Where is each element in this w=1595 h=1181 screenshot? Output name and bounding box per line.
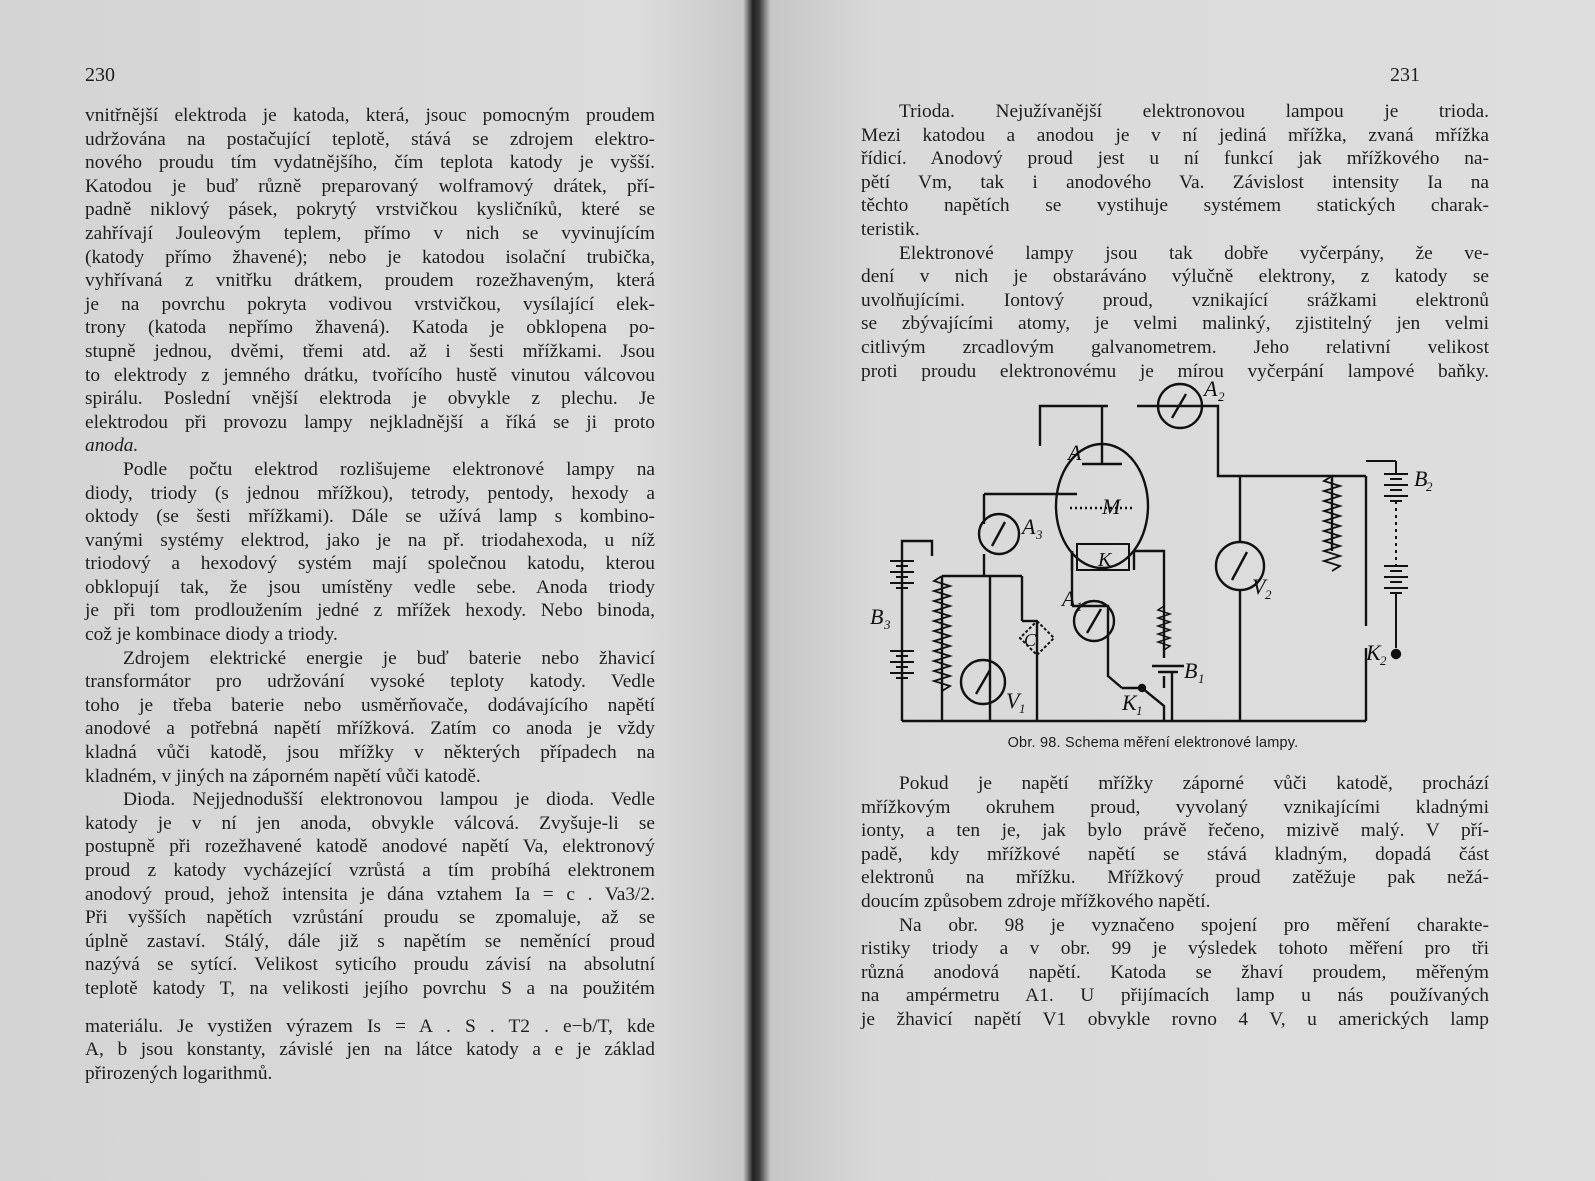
text-line: anodový proud, jehož intensita je dána vztahem Ia = c . Va3/2. bbox=[85, 883, 655, 905]
text-line: je žhavicí napětí V1 obvykle rovno 4 V, u amerických lamp bbox=[861, 1008, 1489, 1030]
label-V2-sub: 2 bbox=[1265, 587, 1272, 602]
text-line: A, b jsou konstanty, závislé jen na látce katody a e je základ bbox=[85, 1039, 655, 1061]
text-line: citlivým zrcadlovým galvanometrem. Jeho relativní velikost bbox=[861, 336, 1489, 358]
label-C: C bbox=[1024, 630, 1037, 650]
text-line: postupně při rozežhavené katodě anodové napětí Va, elektronový bbox=[85, 836, 655, 858]
text-line: Trioda. Nejužívanější elektronovou lampou je trioda. bbox=[899, 101, 1489, 122]
text-line: dení v nich je obstaráváno výlučně elektrony, z katody se bbox=[861, 266, 1489, 288]
left-page-text bbox=[85, 104, 655, 1085]
label-K: K bbox=[1098, 549, 1112, 571]
figure-caption: Obr. 98. Schema měření elektronové lampy. bbox=[1007, 735, 1299, 751]
text-line: Pokud je napětí mřížky záporné vůči katodě, prochází bbox=[899, 773, 1489, 794]
text-line: transformátor pro udržování vysoké teploty katody. Vedle bbox=[85, 671, 655, 693]
text-line: elektrodou při provozu lampy nejkladnější a říká se ji proto bbox=[85, 411, 655, 433]
text-line: vanými systémy elektrod, jako je na př. triodahexoda, u níž bbox=[85, 529, 655, 551]
label-A2-sub: 2 bbox=[1218, 389, 1225, 404]
label-B1-sub: 1 bbox=[1198, 671, 1205, 686]
text-line: zahřívají Jouleovým teplem, přímo v nich se vyvinujícím bbox=[85, 222, 655, 244]
left-page bbox=[0, 0, 752, 1181]
text-line: padě, kdy mřížkové napětí se stává kladným, dopadá část bbox=[861, 843, 1489, 865]
text-line: přirozených logarithmů. bbox=[85, 1062, 273, 1084]
label-V2: V bbox=[1252, 574, 1266, 599]
text-line: doucím způsobem zdroje mřížkového napětí. bbox=[861, 890, 1211, 912]
label-A: A bbox=[1068, 440, 1082, 465]
text-line: je na povrchu pokryta vodivou vrstvičkou, vysílající elek- bbox=[85, 293, 655, 315]
text-line: Při vyšších napětích vzrůstání proudu se zpomaluje, až se bbox=[85, 907, 655, 929]
text-line: teplotě katody T, na velikosti jejího povrchu S a na použitém bbox=[85, 977, 655, 999]
right-page bbox=[758, 0, 1595, 1181]
text-line: toho je třeba baterie nebo usměrňovače, dodávajícího napětí bbox=[85, 694, 655, 716]
right-page-text-top bbox=[861, 100, 1489, 383]
text-line: řídicí. Anodový proud jest u ní funkcí jak mřížkového na- bbox=[861, 148, 1489, 170]
text-line: nazývá se sytící. Velikost syticího proudu závisí na absolutní bbox=[85, 954, 655, 976]
text-line: Katodou je buď různě preparovaný wolframový drátek, pří- bbox=[85, 175, 655, 197]
label-M: M bbox=[1102, 494, 1121, 519]
text-line: trony (katoda nepřímo žhavená). Katoda je obklopena po- bbox=[85, 317, 655, 339]
page-number: 231 bbox=[1390, 64, 1420, 86]
text-line: katody je v ní jen anoda, obvykle válcová. Zvyšuje-li se bbox=[85, 812, 655, 834]
text-line: Elektronové lampy jsou tak dobře vyčerpány, že ve- bbox=[899, 242, 1489, 264]
text-line: elektronů na mřížku. Mřížkový proud zatěžuje pak nežá- bbox=[861, 867, 1489, 889]
label-V1-sub: 1 bbox=[1019, 701, 1026, 716]
text-line: Dioda. Nejjednodušší elektronovou lampou je dioda. Vedle bbox=[123, 789, 655, 811]
text-line: materiálu. Je vystižen výrazem Is = A . S . T2 . e−b/T, kde bbox=[85, 1015, 655, 1037]
text-line: triodový a hexodový systém mají společnou katodu, kterou bbox=[85, 553, 655, 575]
text-line: kladná vůči katodě, jsou mřížky v některých případech na bbox=[85, 742, 655, 764]
text-line: proti proudu elektronovému je mírou vyčerpání lampové baňky. bbox=[861, 360, 1489, 382]
text-line: padně niklový pásek, pokrytý vrstvičkou kysličníků, které se bbox=[85, 199, 655, 221]
label-A3-sub: 3 bbox=[1036, 527, 1043, 542]
text-line: je při tom prodloužením jedné z mřížek hexody. Nebo binoda, bbox=[85, 600, 655, 622]
label-K2-sub: 2 bbox=[1380, 653, 1387, 668]
text-line: se zbývajícími atomy, je velmi malinký, zjistitelný jen velmi bbox=[861, 313, 1489, 335]
text-line: teristik. bbox=[861, 218, 920, 240]
label-B1: B bbox=[1184, 658, 1198, 683]
text-line: spirálu. Poslední vnější elektroda je obvykle z plechu. Je bbox=[85, 388, 655, 410]
label-K1: K bbox=[1122, 690, 1137, 715]
text-line: ristiky triody a v obr. 99 je výsledek tohoto měření pro tři bbox=[861, 938, 1489, 960]
label-K1-sub: 1 bbox=[1136, 703, 1143, 718]
text-line: proud z katody vycházející vzrůstá a tím probíhá elektronem bbox=[85, 860, 655, 881]
label-B2: B bbox=[1414, 466, 1428, 491]
text-line: kladném, v jiných na záporném napětí vůči katodě. bbox=[85, 765, 481, 787]
label-A1: A bbox=[1062, 586, 1076, 611]
label-K2: K bbox=[1366, 640, 1381, 665]
label-V1: V bbox=[1006, 688, 1020, 713]
text-line: uvolňujícími. Iontový proud, vznikající srážkami elektronů bbox=[861, 289, 1489, 311]
label-B3-sub: 3 bbox=[884, 617, 891, 632]
label-B2-sub: 2 bbox=[1426, 479, 1433, 494]
text-line: to elektrody z jemného drátku, tvořícího hustě vinutou válcovou bbox=[85, 364, 655, 386]
text-line: obklopují tak, že jsou umístěny vedle sebe. Anoda triody bbox=[85, 576, 655, 598]
text-line: anoda. bbox=[85, 435, 139, 457]
text-line: anodové a potřebná napětí mřížková. Zatím co anoda je vždy bbox=[85, 718, 655, 740]
text-line: různá anodová napětí. Katoda se žhaví proudem, měřeným bbox=[861, 961, 1489, 983]
right-page-text-bottom bbox=[861, 772, 1489, 1032]
label-A2: A bbox=[1204, 376, 1218, 401]
text-line: Mezi katodou a anodou je v ní jediná mřížka, zvaná mřížka bbox=[861, 124, 1489, 146]
text-line: Zdrojem elektrické energie je buď baterie nebo žhavicí bbox=[123, 647, 655, 669]
text-line: nového proudu tím vydatnějšího, čím teplota katody je vyšší. bbox=[85, 152, 655, 174]
text-line: mřížkovým okruhem proud, vyvolaný vznikajícími kladnými bbox=[861, 796, 1489, 818]
label-A1-sub: 1 bbox=[1076, 599, 1083, 614]
text-line: vnitřnější elektroda je katoda, která, jsouc pomocným proudem bbox=[85, 105, 655, 126]
text-line: Podle počtu elektrod rozlišujeme elektronové lampy na bbox=[123, 458, 655, 480]
text-line: diody, triody (s jednou mřížkou), tetrody, pentody, hexody a bbox=[85, 482, 655, 504]
text-line: (katody přímo žhavené); nebo je katodou isolační trubička, bbox=[85, 246, 655, 268]
text-line: Na obr. 98 je vyznačeno spojení pro měření charakte- bbox=[899, 914, 1489, 936]
text-line: pětí Vm, tak i anodového Va. Závislost intensity Ia na bbox=[861, 171, 1489, 193]
page-number: 230 bbox=[85, 64, 115, 86]
text-line: ionty, a ten je, jak bylo právě řečeno, mizivě malý. V pří- bbox=[861, 820, 1489, 842]
text-line: úplně zastaví. Stálý, dále již s napětím se neměnící proud bbox=[85, 930, 655, 952]
text-line: vyhřívaná z vnitřku drátkem, proudem rozežhaveným, která bbox=[85, 270, 655, 292]
text-line: stupně jednou, dvěmi, třemi atd. až i šesti mřížkami. Jsou bbox=[85, 340, 655, 362]
label-A3: A bbox=[1022, 514, 1036, 539]
text-line: což je kombinace diody a triody. bbox=[85, 624, 338, 646]
text-line: udržována na postačující teplotě, stává se zdrojem elektro- bbox=[85, 128, 655, 150]
circuit-diagram bbox=[872, 376, 1432, 734]
label-B3: B bbox=[870, 604, 884, 629]
text-line: oktody (se šesti mřížkami). Dále se užívá lamp s kombino- bbox=[85, 506, 655, 528]
text-line: těchto napětích se vystihuje systémem statických charak- bbox=[861, 195, 1489, 217]
text-line: na ampérmetru A1. U přijímacích lamp u nás používaných bbox=[861, 985, 1489, 1007]
